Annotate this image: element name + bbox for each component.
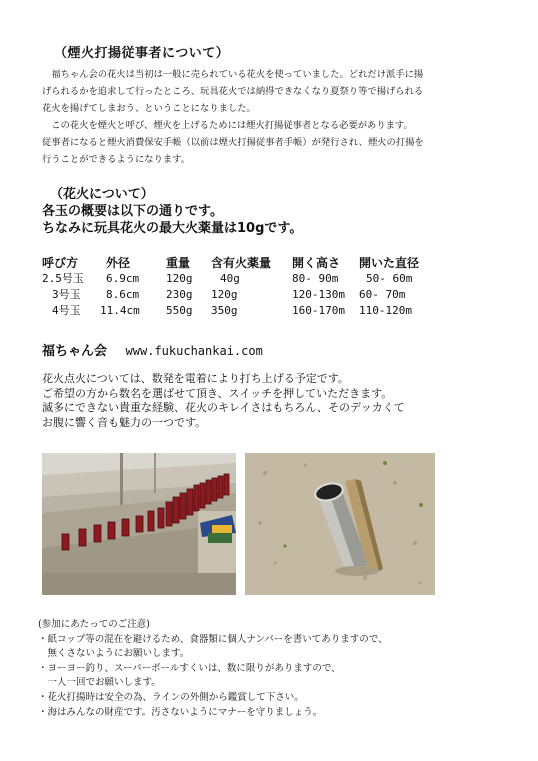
note-item: 無くさないようにお願いします。: [38, 648, 190, 660]
paragraph-line: 花火点火については、数発を電着により打ち上げる予定です。: [42, 372, 349, 385]
note-item: ・紙コップ等の混在を避けるため、食器類に個人ナンバーを書いてありますので、: [38, 633, 388, 645]
header-powder: 含有火薬量: [211, 256, 272, 270]
paragraph-line: 花火を揚げてしまおう、ということになりました。: [42, 103, 256, 114]
section-heading-pyrotechnician: （煙火打揚従事者について）: [54, 46, 230, 61]
paragraph-line: ご希望の方から数名を選ばせて頂き、スイッチを押していただきます。: [42, 386, 393, 400]
cell-powder: 120g: [211, 288, 238, 301]
cell-diameter: 6.9cm: [106, 272, 140, 285]
header-diameter: 外径: [106, 256, 131, 270]
participation-notes: [38, 618, 388, 720]
cell-height: 120-130m: [292, 288, 345, 301]
header-burst-diameter: 開いた直径: [359, 256, 420, 270]
paragraph-line: 行うことができるようになります。: [42, 154, 191, 165]
brand-name: 福ちゃん会: [42, 344, 108, 359]
cell-diameter: 11.4cm: [100, 304, 140, 317]
cell-height: 80- 90m: [292, 272, 339, 285]
cell-weight: 120g: [166, 272, 193, 285]
cell-weight: 550g: [166, 304, 193, 317]
notes-title: (参加にあたってのご注意): [38, 619, 150, 630]
cell-diameter: 8.6cm: [106, 288, 140, 301]
website-link[interactable]: www.fukuchankai.com: [125, 344, 263, 358]
cell-height: 160-170m: [292, 304, 345, 317]
note-item: ・ヨーヨー釣り、スーパーボールすくいは、数に限りがありますので、: [38, 662, 341, 674]
ignition-paragraph: [42, 372, 405, 430]
header-height: 開く高さ: [292, 256, 341, 270]
paragraph-line: 従事者になると煙火消費保安手帳（以前は煙火打揚従事者手帳）が発行され、煙火の打揚を: [42, 137, 424, 148]
cell-powder: 40g: [220, 272, 240, 285]
paragraph-line: げられるかを追求して行ったところ、玩具花火では納得できなくなり夏祭り等で揚げられる: [42, 86, 424, 97]
toy-fireworks-note: ちなみに玩具花火の最大火薬量は10gです。: [42, 221, 303, 236]
cell-burst-diameter: 50- 60m: [366, 272, 413, 285]
paragraph-line: 福ちゃん会の花火は当初は一般に売られている花火を使っていました。どれだけ派手に揚: [42, 69, 424, 80]
paragraph-line: 滅多にできない貴重な経験、花火のキレイさはもちろん、そのデッカくて: [42, 401, 405, 414]
header-name: 呼び方: [42, 256, 79, 270]
cell-name: 3号玉: [52, 288, 81, 301]
note-item: ・海はみんなの財産です。汚さないようにマナーを守りましょう。: [38, 706, 323, 718]
paragraph-line: お腹に響く音も魅力の一つです。: [42, 415, 207, 429]
cell-name: 4号玉: [52, 304, 81, 317]
cell-powder: 350g: [211, 304, 238, 317]
cell-weight: 230g: [166, 288, 193, 301]
mortar-tubes-photo: [42, 453, 236, 595]
metal-mortar-photo: [245, 453, 435, 595]
header-weight: 重量: [166, 256, 191, 270]
note-item: ・花火打揚時は安全の為、ラインの外側から鑑賞して下さい。: [38, 691, 304, 703]
section-heading-fireworks: （花火について）: [50, 187, 154, 202]
cell-name: 2.5号玉: [42, 272, 84, 285]
cell-burst-diameter: 60- 70m: [359, 288, 406, 301]
pyrotechnician-paragraph: [42, 66, 424, 168]
fireworks-overview-line: 各玉の概要は以下の通りです。: [42, 204, 223, 219]
paragraph-line: この花火を煙火と呼び、煙火を上げるためには煙火打揚従事者となる必要があります。: [42, 120, 413, 131]
brand-line: [42, 340, 263, 359]
cell-burst-diameter: 110-120m: [359, 304, 412, 317]
note-item: 一人一回でお願いします。: [38, 677, 161, 689]
fireworks-section: [42, 186, 302, 237]
